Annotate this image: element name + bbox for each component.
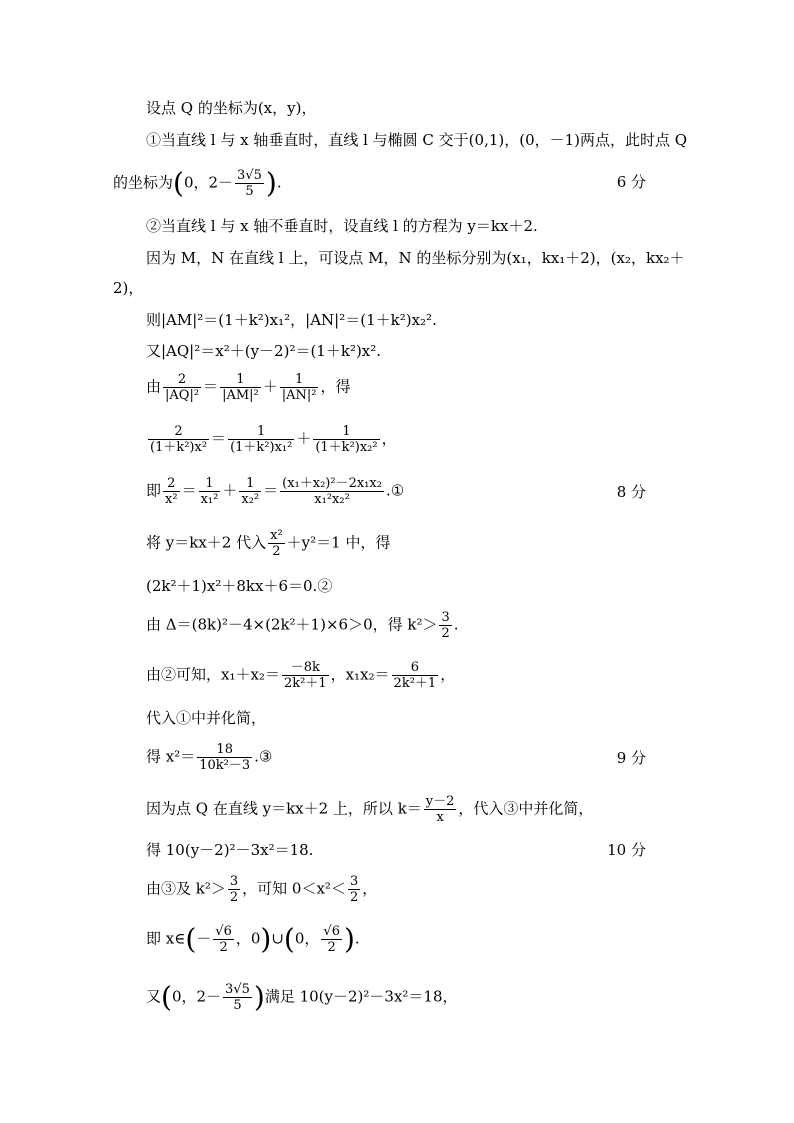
fraction-numerator: 1 bbox=[239, 476, 261, 492]
fraction-numerator: x² bbox=[270, 528, 283, 543]
fraction bbox=[239, 476, 261, 507]
fraction-denominator: 2 bbox=[229, 890, 239, 905]
text-line bbox=[146, 660, 455, 691]
fraction bbox=[348, 874, 360, 905]
fraction-numerator: 2 bbox=[163, 476, 180, 492]
fraction-numerator: 3√5 bbox=[225, 982, 250, 997]
fraction-denominator: 2 bbox=[441, 626, 450, 641]
text-line: 2)， bbox=[113, 279, 144, 297]
fraction-numerator: －8k bbox=[282, 660, 329, 676]
text-span: ， bbox=[440, 665, 456, 684]
text-line bbox=[146, 982, 458, 1013]
fraction bbox=[213, 924, 234, 955]
paren: ) bbox=[343, 922, 355, 956]
fraction bbox=[228, 874, 240, 905]
text-line: 由 $\frac{2}{\text{|AQ|²}}$ ＝ $\frac{1}{\text{|AM|²}}$ ＋ $\frac{1}{\text{|AN|²}}$ ，得 bbox=[146, 372, 351, 403]
fraction-numerator: 6 bbox=[392, 660, 439, 676]
fraction-numerator: 2 bbox=[163, 372, 201, 388]
text-span: 即 bbox=[146, 481, 162, 500]
paren: ( bbox=[173, 166, 184, 200]
fraction-denominator: x bbox=[436, 810, 444, 825]
text-line: 代入①中并化简， bbox=[146, 709, 267, 727]
text-line: 由 Δ＝(8k)²－4×(2k²＋1)×6＞0，得 k²＞ $\frac{3}{2}$ . bbox=[146, 610, 459, 641]
fraction-numerator: y－2 bbox=[425, 794, 455, 809]
fraction-numerator: √6 bbox=[323, 924, 340, 939]
fraction bbox=[439, 610, 451, 641]
fraction-denominator: 2 bbox=[349, 890, 359, 905]
text-line: 则|AM|²＝(1＋k²)x₁²，|AN|²＝(1＋k²)x₂². bbox=[146, 311, 437, 329]
fraction-denominator: x₂² bbox=[241, 492, 260, 507]
fraction-denominator: 2 bbox=[327, 940, 336, 955]
score-label: 9 分 bbox=[616, 749, 646, 767]
text-line: 即 $\frac{2}{\text{x²}}$ ＝ $\frac{1}{\text{x₁²}}$ ＋ $\frac{1}{\text{x₂²}}$ ＝ $\frac{\text{(x₁＋x₂)²－2x₁x₂}}{\text{x₁²x₂²}}$ .① bbox=[146, 476, 405, 507]
fraction-numerator: 3 bbox=[229, 874, 239, 889]
fraction-numerator: 2 bbox=[148, 424, 209, 440]
text-span: 即 x∈ bbox=[146, 929, 186, 948]
text-span: .① bbox=[385, 481, 405, 500]
fraction bbox=[392, 660, 439, 691]
text-span: 的坐标为 bbox=[113, 173, 174, 192]
text-span: 0，2－ bbox=[183, 173, 234, 192]
fraction-denominator: x² bbox=[165, 492, 178, 507]
text-span: 因为点 Q 在直线 y＝kx＋2 上，所以 k＝ bbox=[146, 799, 422, 818]
paren: ) bbox=[253, 980, 265, 1014]
text-span: 由③及 k²＞ bbox=[146, 879, 226, 898]
text-line: 的坐标为(0，2－ $\frac{3√5}{5}$ ). bbox=[113, 166, 282, 200]
text-span: . bbox=[354, 929, 360, 948]
fraction bbox=[268, 528, 285, 559]
fraction-numerator: √6 bbox=[215, 924, 232, 939]
fraction-denominator: 2 bbox=[272, 544, 281, 559]
text-line: 得 10(y－2)²－3x²＝18. bbox=[146, 841, 314, 859]
fraction-denominator: 5 bbox=[245, 184, 254, 199]
text-span: ＋y²＝1 中，得 bbox=[286, 533, 391, 552]
fraction bbox=[163, 476, 180, 507]
fraction-denominator: 2k²＋1 bbox=[283, 676, 327, 691]
text-line: ②当直线 l 与 x 轴不垂直时，设直线 l 的方程为 y＝kx＋2. bbox=[146, 217, 538, 235]
fraction bbox=[199, 476, 221, 507]
fraction bbox=[163, 372, 201, 403]
paren: ( bbox=[283, 922, 295, 956]
fraction-denominator: 2 bbox=[219, 940, 228, 955]
text-span: ， bbox=[362, 879, 378, 898]
text-span: 将 y＝kx＋2 代入 bbox=[146, 533, 267, 552]
fraction bbox=[220, 372, 261, 403]
text-span: 得 x²＝ bbox=[146, 747, 196, 766]
fraction-numerator: 3 bbox=[441, 610, 450, 625]
text-line: $\frac{2}{\text{(1＋k²)x²}}$ ＝ $\frac{1}{\text{(1＋k²)x₁²}}$ ＋ $\frac{1}{\text{(1＋k²)x₂²}}$ ， bbox=[150, 424, 397, 455]
fraction bbox=[223, 982, 252, 1013]
fraction-denominator: (1＋k²)x² bbox=[150, 440, 208, 455]
text-line: (2k²＋1)x²＋8kx＋6＝0.② bbox=[146, 577, 333, 595]
text-span: 0，2－ bbox=[171, 987, 222, 1006]
fraction-denominator: |AM|² bbox=[222, 388, 259, 403]
text-span: ，代入③中并化简， bbox=[458, 799, 594, 818]
text-span: 又 bbox=[146, 987, 162, 1006]
text-line bbox=[146, 794, 593, 825]
fraction-denominator: |AN|² bbox=[281, 388, 317, 403]
fraction-numerator: (x₁＋x₂)²－2x₁x₂ bbox=[282, 476, 382, 491]
fraction-numerator: 1 bbox=[280, 372, 319, 388]
text-line bbox=[146, 528, 390, 559]
text-line: 又|AQ|²＝x²＋(y－2)²＝(1＋k²)x². bbox=[146, 342, 382, 360]
text-span: ， bbox=[381, 429, 397, 448]
text-span: 由②可知，x₁＋x₂＝ bbox=[146, 665, 280, 684]
fraction-numerator: 3 bbox=[349, 874, 359, 889]
fraction bbox=[197, 742, 252, 773]
text-line bbox=[146, 924, 360, 955]
fraction-denominator: 5 bbox=[233, 998, 242, 1013]
fraction-denominator: x₁² bbox=[200, 492, 219, 507]
fraction-numerator: 3√5 bbox=[237, 168, 262, 183]
fraction bbox=[321, 924, 342, 955]
fraction bbox=[424, 794, 457, 825]
text-span: ∪ bbox=[271, 929, 284, 948]
paren: ) bbox=[265, 166, 277, 200]
text-line bbox=[146, 742, 272, 773]
fraction-numerator: 1 bbox=[220, 372, 261, 388]
text-span: 由 Δ＝(8k)²－4×(2k²＋1)×6＞0，得 k²＞ bbox=[146, 615, 438, 634]
fraction-numerator: 18 bbox=[197, 742, 252, 758]
fraction-denominator: (1＋k²)x₂² bbox=[315, 440, 378, 455]
text-span: 0， bbox=[294, 929, 320, 948]
paren: ( bbox=[185, 922, 197, 956]
fraction bbox=[280, 372, 319, 403]
text-line: 设点 Q 的坐标为(x，y)， bbox=[146, 99, 317, 117]
fraction-denominator: (1＋k²)x₁² bbox=[230, 440, 293, 455]
text-line bbox=[146, 874, 377, 905]
text-span: ，0 bbox=[235, 929, 261, 948]
text-span: ，可知 0＜x²＜ bbox=[242, 879, 346, 898]
fraction-numerator: 1 bbox=[199, 476, 221, 492]
fraction bbox=[228, 424, 294, 455]
text-span: ，x₁x₂＝ bbox=[330, 665, 390, 684]
text-span: ，得 bbox=[320, 377, 351, 396]
paren: ( bbox=[161, 980, 172, 1014]
score-label: 6 分 bbox=[616, 173, 646, 191]
fraction bbox=[235, 168, 264, 199]
paren: ) bbox=[260, 922, 272, 956]
fraction-denominator: 2k²＋1 bbox=[393, 676, 437, 691]
fraction bbox=[280, 476, 384, 507]
text-span: 满足 10(y－2)²－3x²＝18， bbox=[264, 987, 458, 1006]
fraction-denominator: |AQ|² bbox=[165, 388, 200, 403]
fraction-numerator: 1 bbox=[228, 424, 294, 440]
text-span: 由 bbox=[146, 377, 162, 396]
text-line: 因为 M，N 在直线 l 上，可设点 M，N 的坐标分别为(x₁，kx₁＋2)，(x₂，kx₂＋ bbox=[146, 249, 685, 267]
fraction-numerator: 1 bbox=[313, 424, 379, 440]
fraction bbox=[148, 424, 209, 455]
fraction-denominator: x₁²x₂² bbox=[314, 492, 350, 507]
fraction-denominator: 10k²－3 bbox=[199, 758, 251, 773]
text-span: － bbox=[196, 929, 212, 948]
score-label: 10 分 bbox=[607, 841, 646, 859]
fraction bbox=[313, 424, 379, 455]
text-line: ①当直线 l 与 x 轴垂直时，直线 l 与椭圆 C 交于(0,1)，(0，－1)两点，此时点 Q bbox=[146, 131, 688, 149]
score-label: 8 分 bbox=[616, 483, 646, 501]
fraction bbox=[282, 660, 329, 691]
text-span: .③ bbox=[254, 747, 273, 766]
